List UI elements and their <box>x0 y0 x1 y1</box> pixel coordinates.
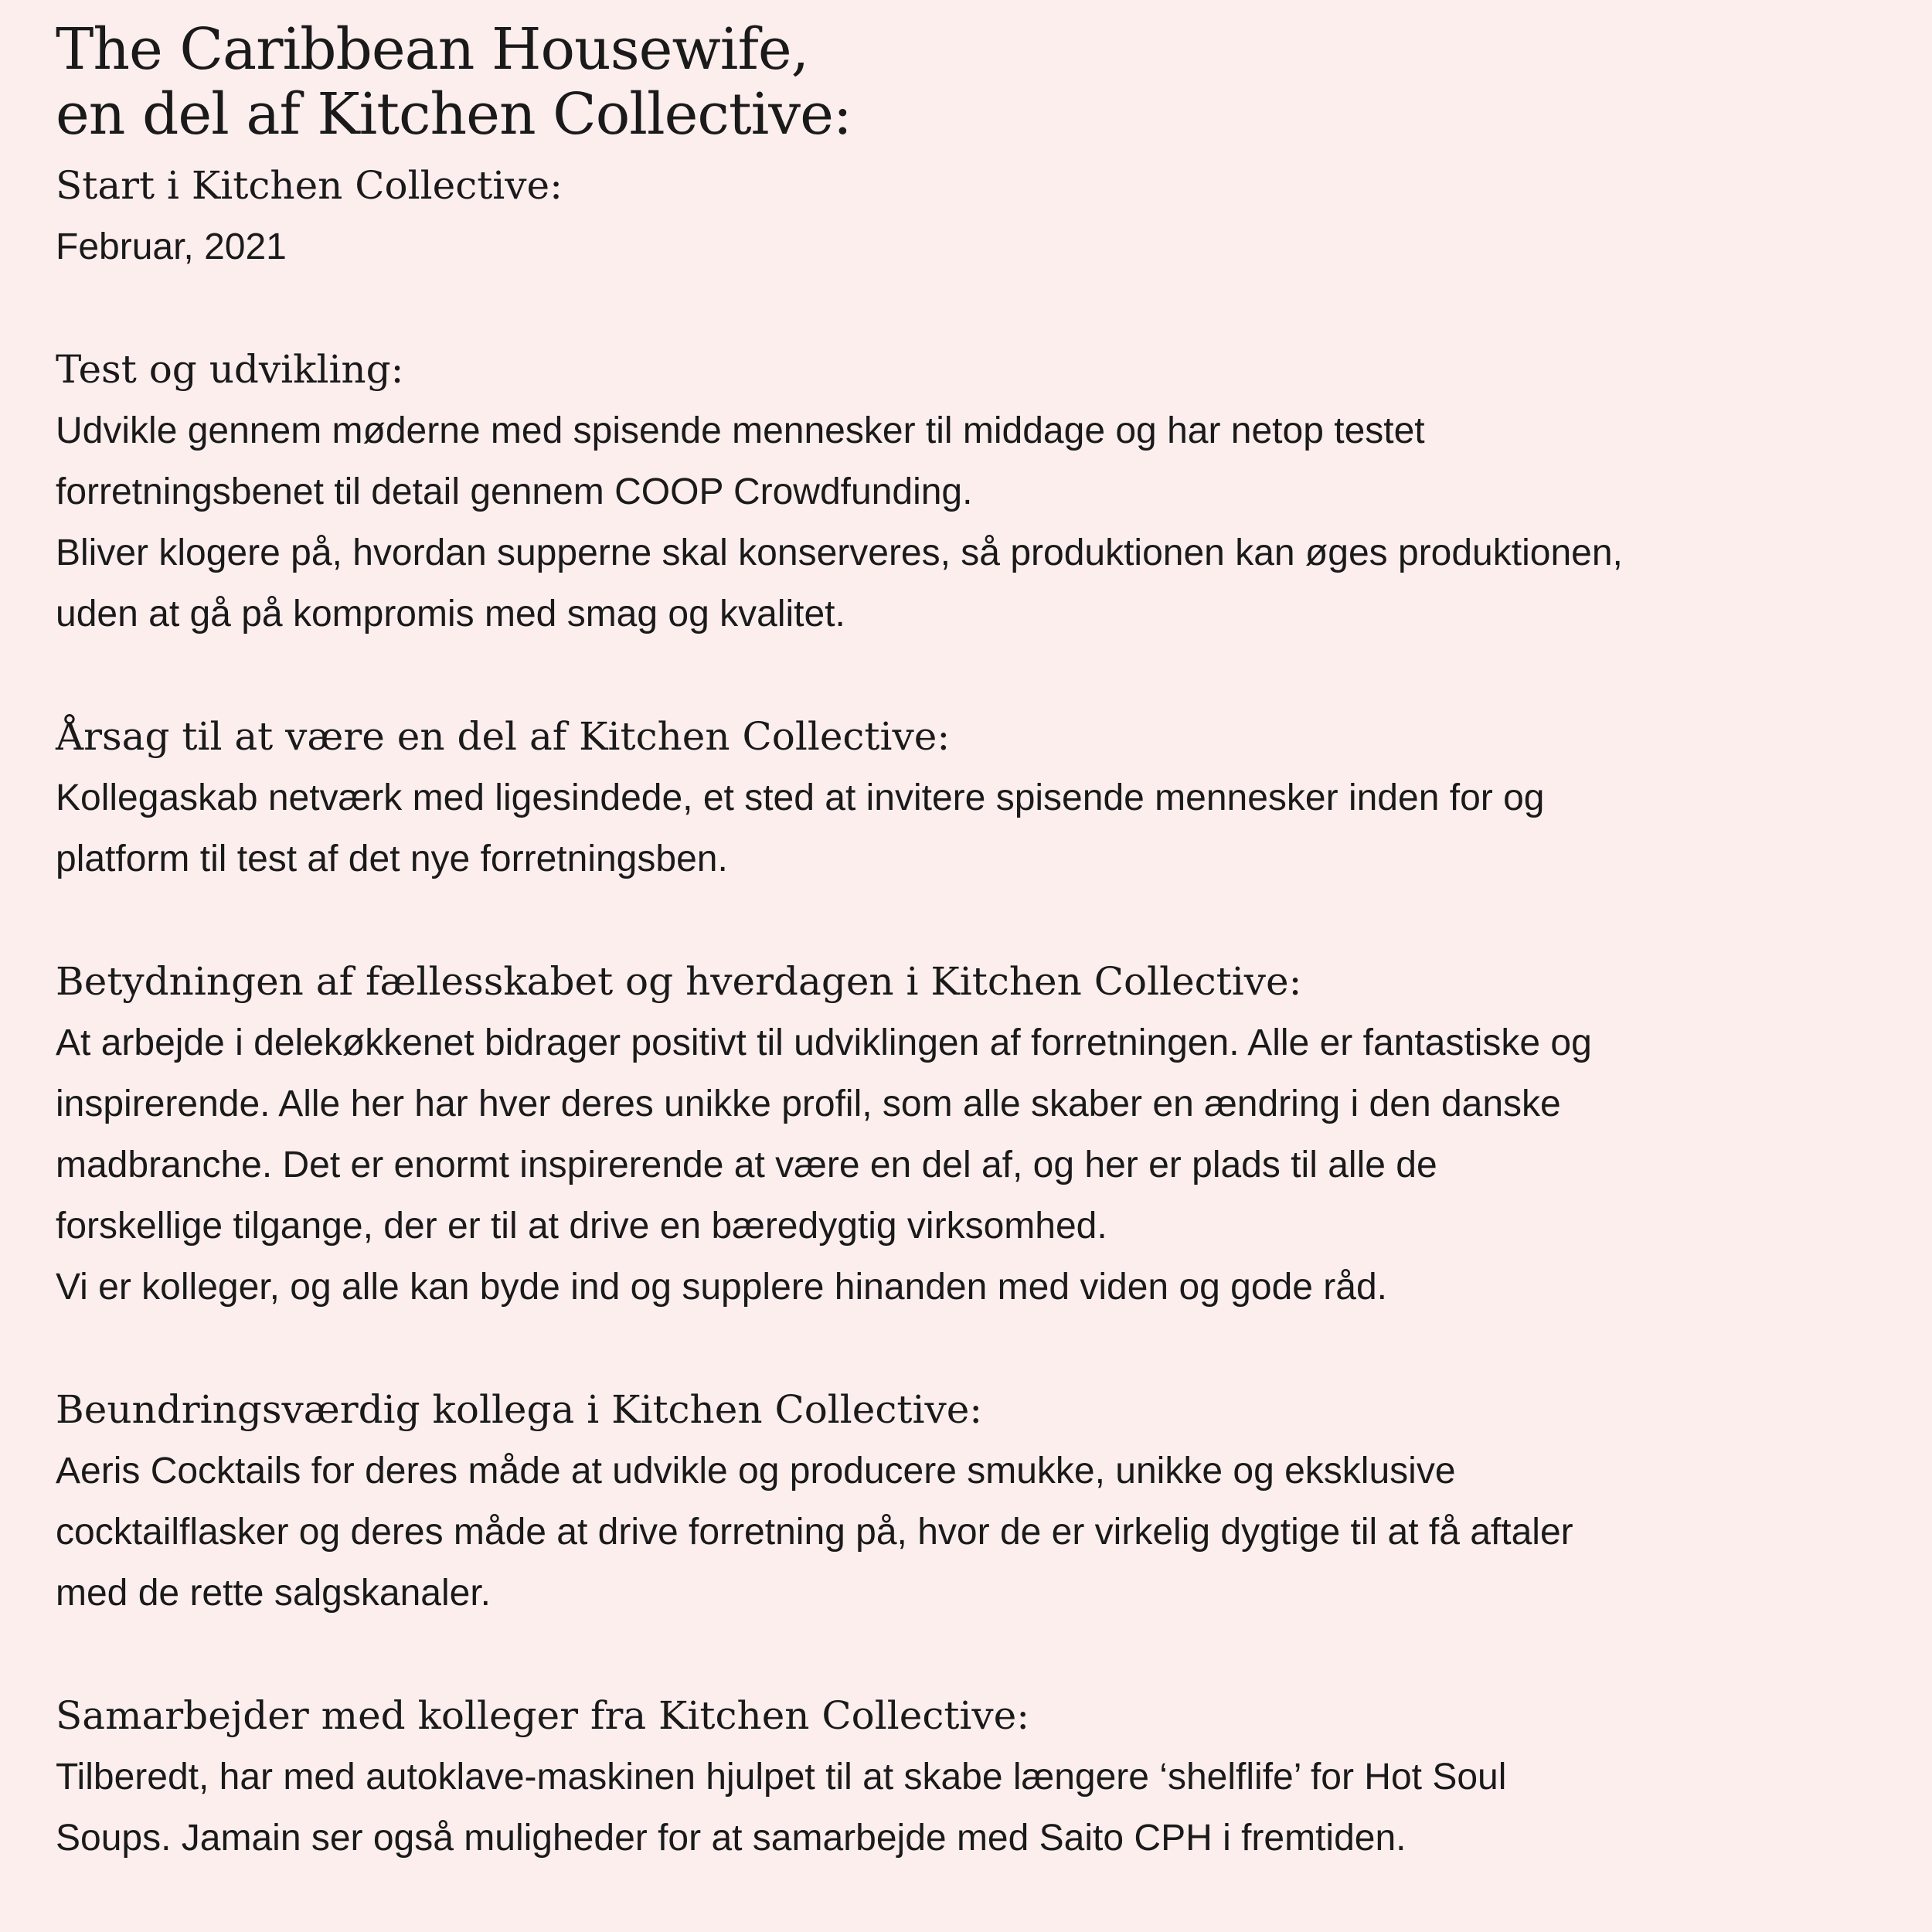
text-line: madbranche. Det er enormt inspirerende at være en del af, og her er plads til alle de <box>56 1145 1437 1185</box>
section-test-udvikling <box>56 338 1895 645</box>
section-text <box>56 400 1895 645</box>
section-text <box>56 216 1895 277</box>
section-text <box>56 1012 1895 1318</box>
text-line: cocktailflasker og deres måde at drive forretning på, hvor de er virkelig dygtige til at få aftaler <box>56 1512 1573 1553</box>
section-heading: Betydningen af fællesskabet og hverdagen i Kitchen Collective: <box>56 959 1302 1004</box>
text-line: Udvikle gennem møderne med spisende mennesker til middage og har netop testet <box>56 410 1425 451</box>
section-samarbejder <box>56 1685 1895 1869</box>
section-heading: Beundringsværdig kollega i Kitchen Collective: <box>56 1387 983 1432</box>
text-line: Februar, 2021 <box>56 226 287 267</box>
section-beundringsvaerdig <box>56 1379 1895 1624</box>
text-line: Bliver klogere på, hvordan supperne skal konserveres, så produktionen kan øges produktionen, <box>56 532 1623 573</box>
section-betydningen <box>56 951 1895 1318</box>
text-line: Aeris Cocktails for deres måde at udvikle og producere smukke, unikke og eksklusive <box>56 1451 1456 1492</box>
page-title-line: The Caribbean Housewife, <box>56 16 809 83</box>
text-line: Soups. Jamain ser også muligheder for at samarbejde med Saito CPH i fremtiden. <box>56 1818 1406 1859</box>
section-heading: Årsag til at være en del af Kitchen Collective: <box>56 714 951 759</box>
text-line: At arbejde i delekøkkenet bidrager positivt til udviklingen af forretningen. Alle er fantastiske og <box>56 1022 1592 1063</box>
text-line: uden at gå på kompromis med smag og kvalitet. <box>56 594 845 634</box>
section-text <box>56 767 1895 889</box>
text-line: Vi er kolleger, og alle kan byde ind og supplere hinanden med viden og gode råd. <box>56 1267 1388 1308</box>
section-heading: Start i Kitchen Collective: <box>56 163 563 208</box>
section-heading: Test og udvikling: <box>56 347 404 392</box>
text-line: inspirerende. Alle her har hver deres unikke profil, som alle skaber en ændring i den danske <box>56 1083 1561 1124</box>
section-text <box>56 1440 1895 1624</box>
text-line: platform til test af det nye forretningsben. <box>56 838 728 879</box>
text-line: Kollegaskab netværk med ligesindede, et sted at invitere spisende mennesker inden for og <box>56 777 1545 818</box>
text-line: forskellige tilgange, der er til at drive en bæredygtig virksomhed. <box>56 1206 1107 1247</box>
document-page <box>56 17 1895 1869</box>
section-heading: Samarbejder med kolleger fra Kitchen Collective: <box>56 1693 1030 1738</box>
text-line: Tilberedt, har med autoklave-maskinen hjulpet til at skabe længere ‘shelflife’ for Hot Soul <box>56 1757 1507 1798</box>
text-line: forretningsbenet til detail gennem COOP Crowdfunding. <box>56 471 973 512</box>
page-title <box>56 17 1895 147</box>
section-aarsag <box>56 706 1895 889</box>
page-title-line: en del af Kitchen Collective: <box>56 81 852 148</box>
text-line: med de rette salgskanaler. <box>56 1573 491 1614</box>
section-text <box>56 1747 1895 1869</box>
section-start <box>56 155 1895 277</box>
